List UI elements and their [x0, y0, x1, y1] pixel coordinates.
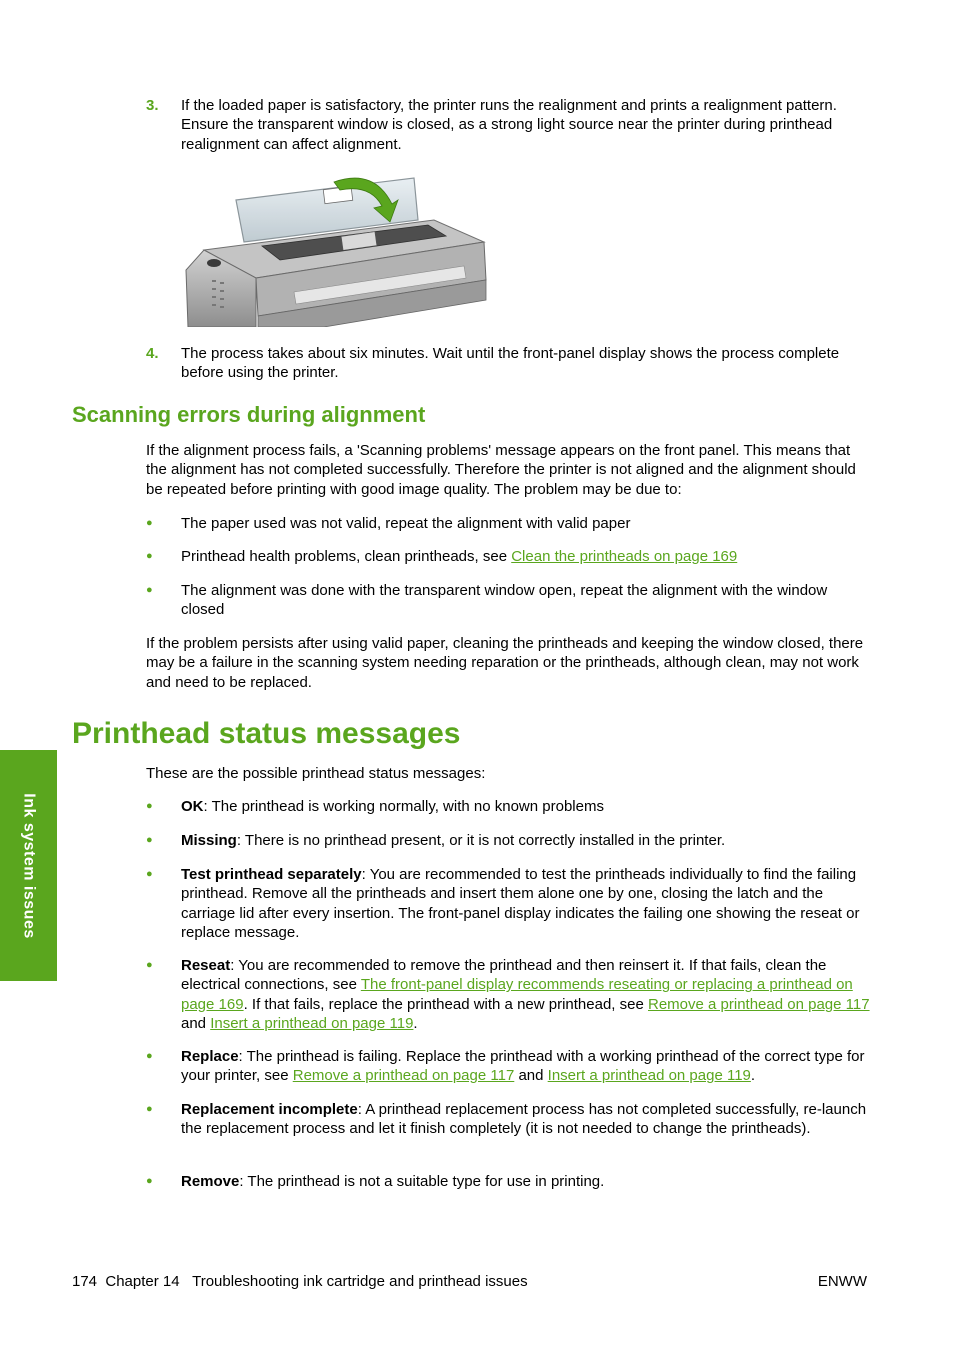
- bullet-icon: ●: [146, 550, 153, 562]
- footer-left: [72, 1272, 528, 1291]
- bullet-icon: ●: [146, 584, 153, 596]
- cross-reference-link[interactable]: Clean the printheads on page 169: [511, 548, 738, 565]
- bullet-icon: ●: [146, 1103, 153, 1115]
- list-item: Test printhead separately: You are recommended to test the printheads individually to find the failing printhead. Remove all the printheads and insert them alone one by one, closing the latch and the carriage lid after every insertion. The front-panel display indicates the failing one showing the reseat or replace message.: [181, 866, 860, 942]
- page-title: Printhead status messages: [72, 717, 461, 750]
- list-item: The alignment was done with the transparent window open, repeat the alignment with the window closed: [181, 582, 828, 619]
- step-text: The process takes about six minutes. Wait until the front-panel display shows the process complete before using the printer.: [181, 345, 840, 382]
- side-tab-label: Ink system issues: [20, 792, 38, 939]
- list-item: OK: The printhead is working normally, with no known problems: [181, 798, 604, 815]
- paragraph: If the problem persists after using valid paper, cleaning the printheads and keeping the window closed, there may be a failure in the scanning system needing reparation or the printheads, although clean, may not work and need to be replaced.: [146, 635, 864, 691]
- list-item: Printhead health problems, clean printheads, see Clean the printheads on page 169: [181, 548, 738, 565]
- cross-reference-link[interactable]: The front-panel display recommends reseating or replacing a printhead on page 169: [181, 976, 853, 1013]
- bullet-icon: ●: [146, 959, 153, 971]
- page-number: 174: [72, 1273, 98, 1290]
- footer-brand: ENWW: [817, 1273, 867, 1290]
- step-text: If the loaded paper is satisfactory, the printer runs the realignment and prints a realignment pattern. Ensure the transparent window is closed, as a strong light source near the printer during printhead realignment can affect alignment.: [181, 97, 837, 153]
- chapter-side-tab: [0, 750, 57, 981]
- cross-reference-link[interactable]: Remove a printhead on page 117: [648, 995, 870, 1013]
- bullet-icon: ●: [146, 868, 153, 880]
- section-heading: Scanning errors during alignment: [72, 402, 426, 427]
- list-item: Replace: The printhead is failing. Replace the printhead with a working printhead of the correct type for your printer, see Remove a printhead on page 117 and Insert a printhead on page 119.: [181, 1048, 865, 1085]
- paragraph: These are the possible printhead status messages:: [146, 765, 486, 782]
- bullet-icon: ●: [146, 834, 153, 846]
- printer-illustration: [184, 170, 490, 327]
- footer-chapter-title: Troubleshooting ink cartridge and printhead issues: [192, 1273, 528, 1290]
- list-item: The paper used was not valid, repeat the alignment with valid paper: [181, 515, 631, 532]
- cross-reference-link[interactable]: Insert a printhead on page 119: [210, 1015, 414, 1033]
- list-item: Remove: The printhead is not a suitable type for use in printing.: [181, 1173, 605, 1190]
- bullet-icon: ●: [146, 517, 153, 529]
- list-item: Missing: There is no printhead present, or it is not correctly installed in the printer.: [181, 832, 726, 849]
- list-item: Reseat: You are recommended to remove the printhead and then reinsert it. If that fails, clean the electrical connections, see The front-panel display recommends reseating or replacing a printhead on page 169. If that fails, replace the printhead with a new printhead, see Remove a printhead on page 117 and Insert a printhead on page 119.: [181, 957, 870, 1033]
- paragraph: If the alignment process fails, a 'Scanning problems' message appears on the front panel. This means that the alignment has not completed successfully. Therefore the printer is not aligned and the alignment should be repeated before printing with good image quality. The problem may be due to:: [146, 442, 856, 498]
- step-number: 4.: [146, 345, 159, 362]
- list-item: Replacement incomplete: A printhead replacement process has not completed successfully, re-launch the replacement process and let it finish completely (it is not needed to change the printheads).: [181, 1101, 867, 1138]
- bullet-icon: ●: [146, 800, 153, 812]
- step-number: 3.: [146, 97, 159, 114]
- bullet-icon: ●: [146, 1175, 153, 1187]
- cross-reference-link[interactable]: Remove a printhead on page 117: [292, 1067, 515, 1085]
- footer-chapter: Chapter 14: [105, 1273, 180, 1290]
- cross-reference-link[interactable]: Insert a printhead on page 119: [547, 1067, 751, 1085]
- bullet-icon: ●: [146, 1050, 153, 1062]
